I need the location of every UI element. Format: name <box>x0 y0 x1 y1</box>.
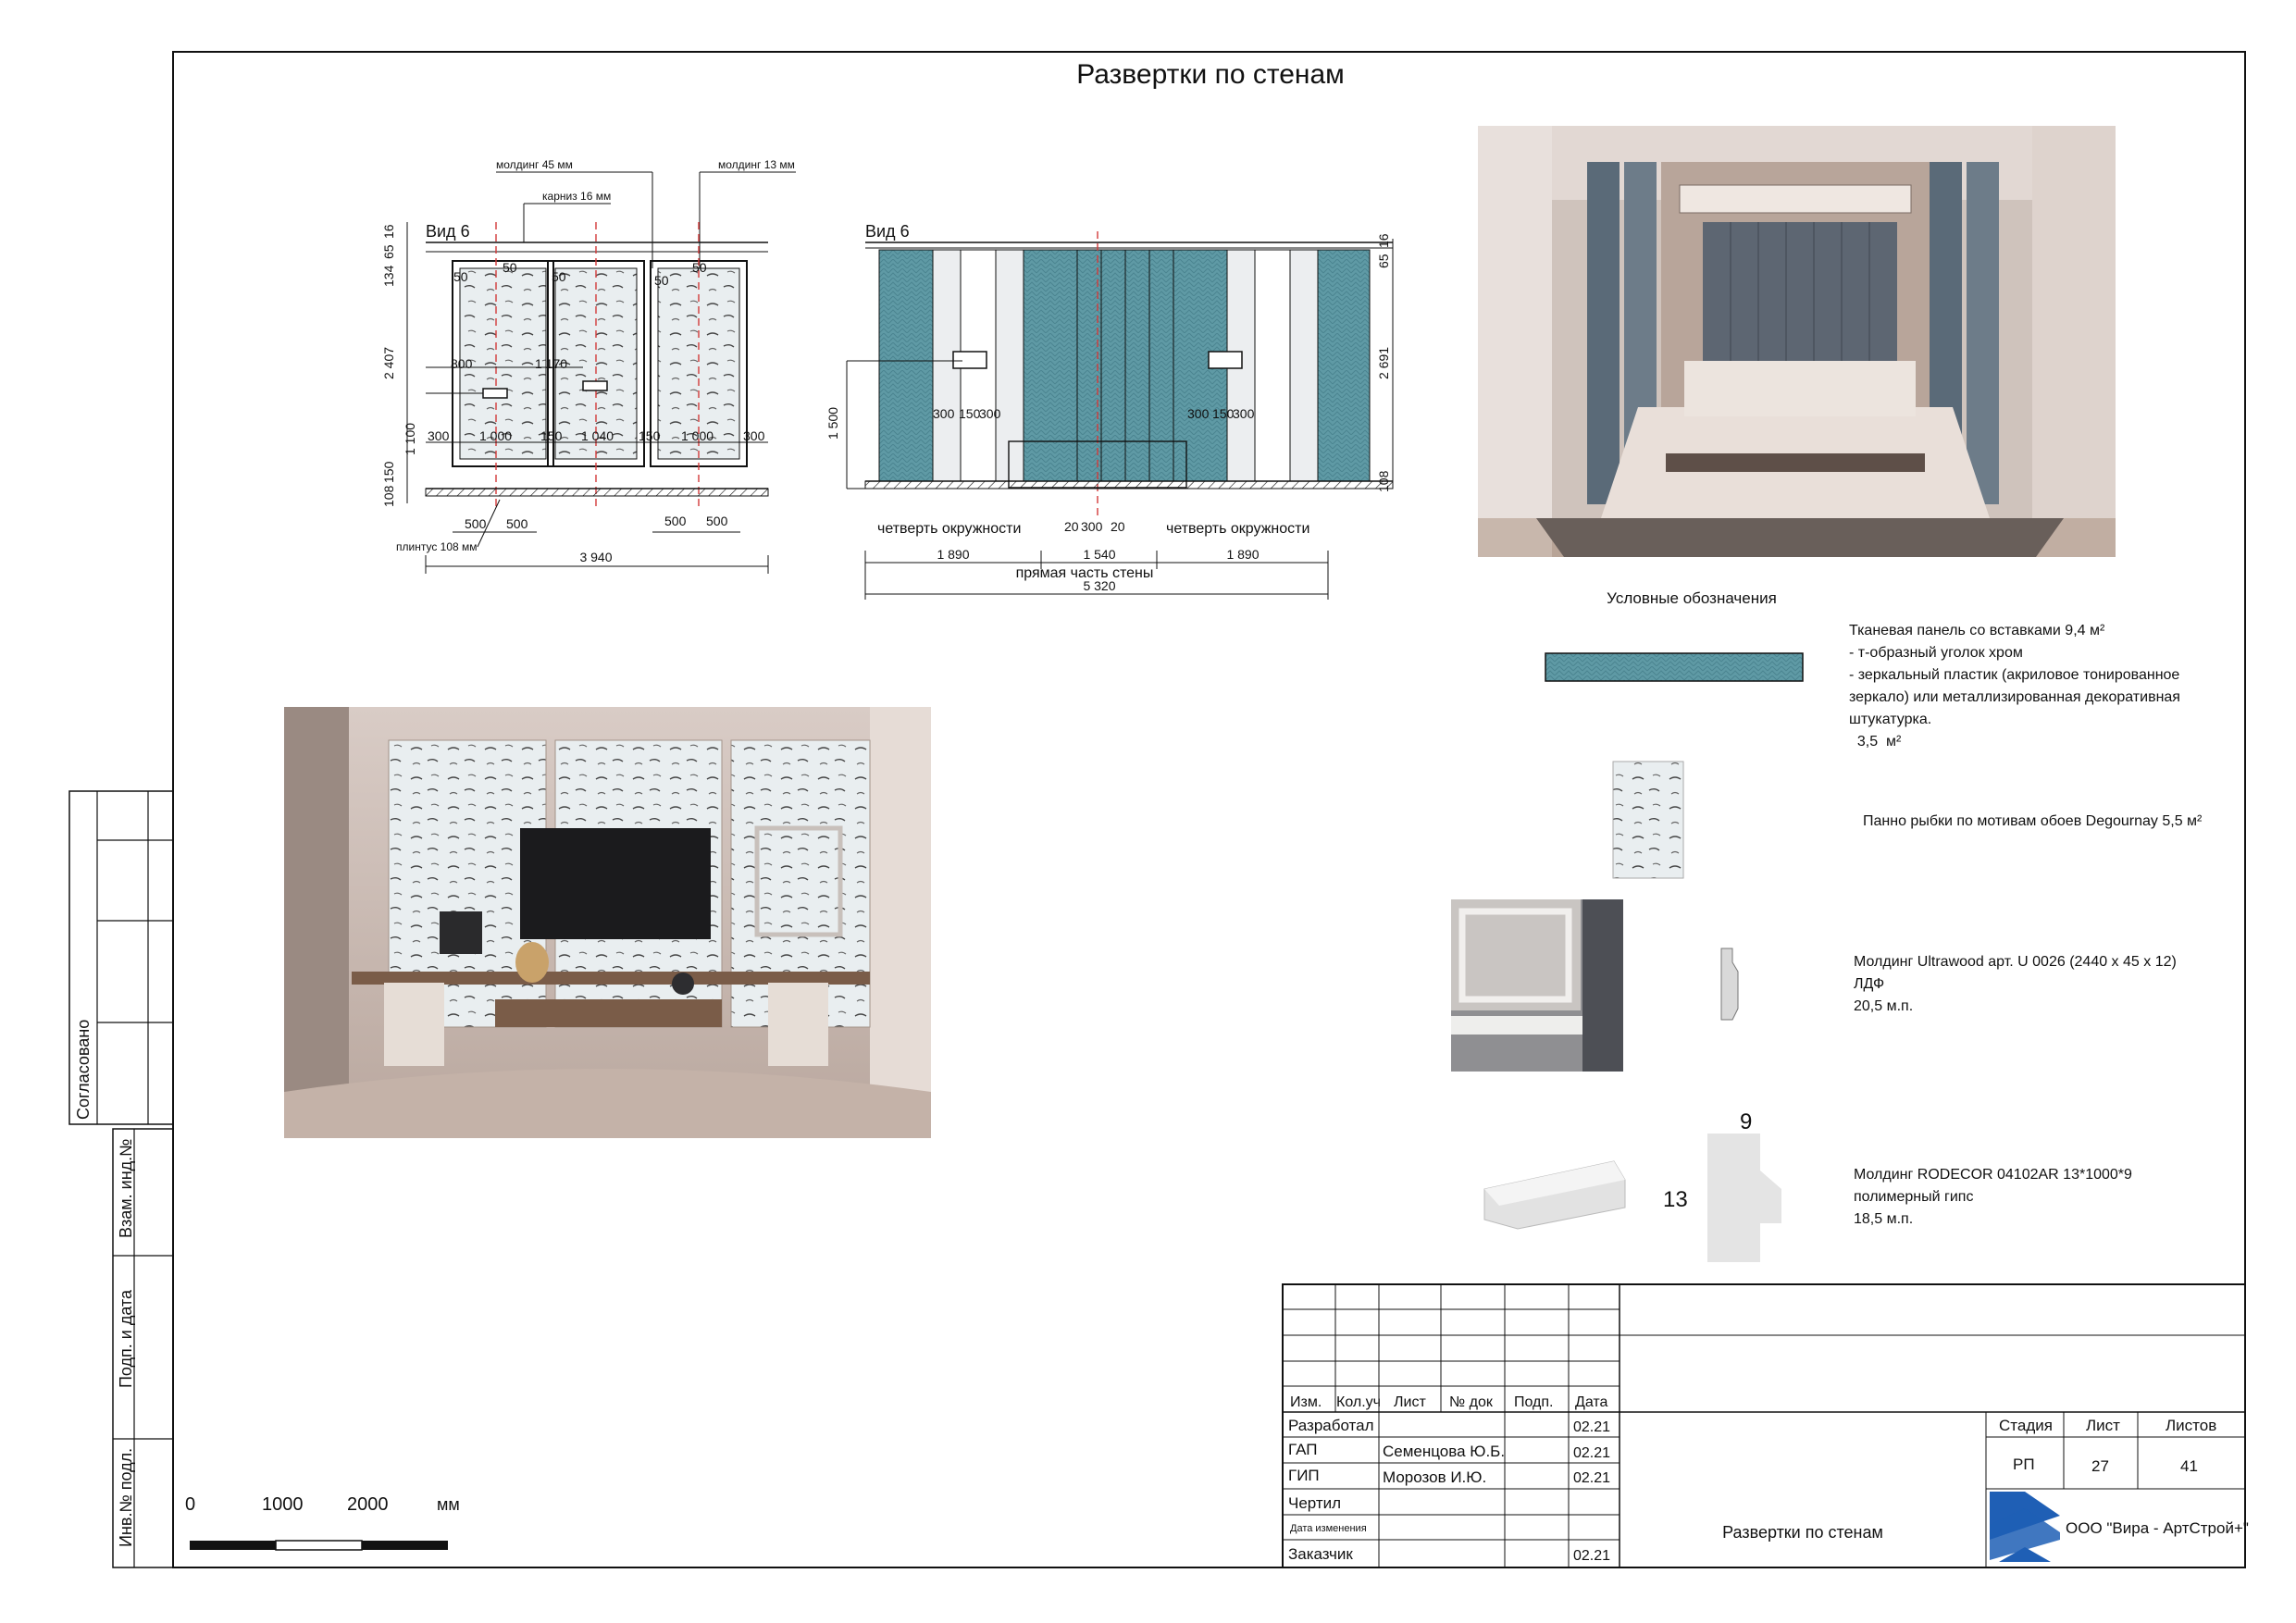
hdim-500-b: 500 <box>506 516 528 531</box>
right-total-width: 5 320 <box>1083 578 1116 593</box>
tb-stage-value: РП <box>2013 1456 2035 1473</box>
left-vdim-2407: 2 407 <box>381 346 396 379</box>
tb-sheets-label: Листов <box>2166 1417 2217 1434</box>
company-logo-icon <box>1990 1492 2060 1562</box>
tb-role-2: ГАП <box>1288 1441 1318 1458</box>
tb-company: ООО "Вира - АртСтрой+" <box>2066 1519 2249 1537</box>
callout-molding45: молдинг 45 мм <box>496 158 573 171</box>
profile-dim-9: 9 <box>1740 1109 1753 1134</box>
side-stamp <box>69 791 173 1567</box>
legend-1-line-6: 3,5 м² <box>1849 734 1902 750</box>
right-vdim-65: 65 <box>1376 254 1391 268</box>
hdim-1000-a: 1 000 <box>479 428 513 443</box>
label-1170: 1 170 <box>535 356 568 371</box>
right-vdim-16: 16 <box>1376 233 1391 248</box>
tb-header-sign: Подп. <box>1514 1394 1554 1410</box>
left-vdim-108: 108 <box>381 485 396 507</box>
legend-molding-photo <box>1451 899 1623 1072</box>
left-vdim-1100: 1 100 <box>403 422 417 455</box>
tb-role-1: Разработал <box>1288 1417 1374 1434</box>
rpdim-150-a: 150 <box>959 406 981 421</box>
tb-header-date: Дата <box>1575 1394 1608 1410</box>
right-vdim-108: 108 <box>1376 470 1391 492</box>
rpdim-300-a: 300 <box>933 406 955 421</box>
tb-sheet-label: Лист <box>2086 1417 2120 1434</box>
rpdim-300-d: 300 <box>1233 406 1255 421</box>
tb-role-5: Дата изменения <box>1290 1523 1367 1534</box>
segment-quarter-left: четверть окружности <box>877 521 1022 537</box>
legend-molding-3d <box>1484 1161 1625 1229</box>
label-50-e: 50 <box>692 260 707 275</box>
hdim-150-a: 150 <box>540 428 563 443</box>
legend-4-line-1: Молдинг RODECOR 04102AR 13*1000*9 <box>1854 1167 2132 1183</box>
tb-sheet-value: 27 <box>2091 1457 2109 1475</box>
profile-dim-13: 13 <box>1663 1187 1688 1212</box>
scale-label-0: 0 <box>185 1494 196 1515</box>
stamp-replaced-inv: Взам. инд.№ <box>117 1138 135 1238</box>
callout-cornice: карниз 16 мм <box>542 190 612 203</box>
tb-date-1: 02.21 <box>1573 1419 1611 1435</box>
tb-stage-label: Стадия <box>1999 1417 2053 1434</box>
straight-wall-label: прямая часть стены <box>1015 565 1154 581</box>
scale-label-2000: 2000 <box>347 1494 389 1515</box>
tb-date-6: 02.21 <box>1573 1548 1611 1564</box>
hdim-150-b: 150 <box>639 428 661 443</box>
legend-1-line-5: штукатурка. <box>1849 712 1932 727</box>
right-vdim-2691: 2 691 <box>1376 346 1391 379</box>
label-800: 800 <box>451 356 473 371</box>
legend-4-line-2: полимерный гипс <box>1854 1189 1974 1205</box>
legend-1-line-2: - т-образный уголок хром <box>1849 645 2023 661</box>
tb-sheets-value: 41 <box>2180 1457 2198 1475</box>
hdim-1040: 1 040 <box>581 428 614 443</box>
left-vdim-65: 65 <box>381 244 396 259</box>
stamp-inv-original: Инв.№ подл. <box>117 1447 135 1547</box>
tb-header-izm: Изм. <box>1290 1394 1322 1410</box>
label-50-c: 50 <box>552 269 566 284</box>
legend-1-line-3: - зеркальный пластик (акриловое тонированное <box>1849 667 2180 683</box>
segment-quarter-right: четверть окружности <box>1166 521 1310 537</box>
tb-date-3: 02.21 <box>1573 1470 1611 1486</box>
segment-300: 300 <box>1081 519 1103 534</box>
tb-role-6: Заказчик <box>1288 1545 1353 1563</box>
legend-3-line-1: Молдинг Ultrawood арт. U 0026 (2440 х 45 х 12) <box>1854 954 2177 970</box>
legend-molding-profile-2 <box>1663 1109 1781 1262</box>
title-block <box>1283 1284 2249 1567</box>
tb-header-kol: Кол.уч <box>1336 1394 1381 1410</box>
label-50-a: 50 <box>453 269 468 284</box>
tb-role-3: ГИП <box>1288 1467 1320 1484</box>
legend <box>1451 589 2203 1262</box>
legend-3-line-3: 20,5 м.п. <box>1854 998 1914 1014</box>
subdim-1890-a: 1 890 <box>937 547 970 562</box>
stamp-sign-date: Подп. и дата <box>117 1289 135 1388</box>
hdim-500-d: 500 <box>706 514 728 528</box>
legend-2-line-1: Панно рыбки по мотивам обоев Degournay 5,5 м² <box>1863 813 2203 829</box>
right-elevation <box>825 222 1393 600</box>
right-view-label: Вид 6 <box>865 222 910 241</box>
legend-1-line-1: Тканевая панель со вставками 9,4 м² <box>1849 623 2105 638</box>
tb-date-2: 02.21 <box>1573 1445 1611 1461</box>
tb-name-3: Морозов И.Ю. <box>1383 1468 1487 1486</box>
page-title: Развертки по стенам <box>1076 59 1345 90</box>
rpdim-300-b: 300 <box>979 406 1001 421</box>
left-total-width: 3 940 <box>579 550 613 564</box>
subdim-1890-b: 1 890 <box>1226 547 1260 562</box>
legend-swatch-fabric <box>1545 653 1803 681</box>
rpdim-300-c: 300 <box>1187 406 1210 421</box>
callout-molding13: молдинг 13 мм <box>718 158 795 171</box>
left-vdim-16: 16 <box>381 224 396 239</box>
left-view-label: Вид 6 <box>426 222 470 241</box>
label-50-d: 50 <box>654 273 669 288</box>
subdim-1540: 1 540 <box>1083 547 1116 562</box>
right-vdim-1500: 1 500 <box>825 406 840 440</box>
legend-swatch-fish-panel <box>1613 762 1683 878</box>
hdim-1000-b: 1 000 <box>681 428 714 443</box>
scale-bar <box>185 1494 460 1550</box>
segment-20-b: 20 <box>1111 519 1125 534</box>
legend-molding-profile-1 <box>1721 948 1738 1020</box>
bedroom-render <box>1478 126 2116 557</box>
callout-plinth: плинтус 108 мм <box>396 540 478 553</box>
hdim-500-a: 500 <box>465 516 487 531</box>
legend-4-line-3: 18,5 м.п. <box>1854 1211 1914 1227</box>
tv-wall-render <box>284 707 931 1138</box>
label-50-b: 50 <box>503 260 517 275</box>
left-elevation <box>381 158 796 574</box>
segment-20-a: 20 <box>1064 519 1079 534</box>
legend-1-line-4: зеркало) или металлизированная декоративная <box>1849 689 2180 705</box>
scale-label-1000: 1000 <box>262 1494 304 1515</box>
tb-role-4: Чертил <box>1288 1494 1342 1512</box>
hdim-300-right: 300 <box>743 428 765 443</box>
scale-unit: мм <box>437 1495 460 1514</box>
legend-3-line-2: ЛДФ <box>1854 976 1885 992</box>
hdim-300-left: 300 <box>428 428 450 443</box>
stamp-agreed: Согласовано <box>74 1019 93 1120</box>
legend-title: Условные обозначения <box>1607 589 1777 607</box>
tb-header-doc: № док <box>1449 1394 1493 1410</box>
tb-header-list: Лист <box>1394 1394 1426 1410</box>
left-vdim-134: 134 <box>381 265 396 287</box>
tb-doc-title: Развертки по стенам <box>1722 1523 1883 1542</box>
tb-name-2: Семенцова Ю.Б. <box>1383 1443 1506 1460</box>
hdim-500-c: 500 <box>664 514 687 528</box>
rpdim-150-b: 150 <box>1212 406 1235 421</box>
left-vdim-150: 150 <box>381 461 396 483</box>
